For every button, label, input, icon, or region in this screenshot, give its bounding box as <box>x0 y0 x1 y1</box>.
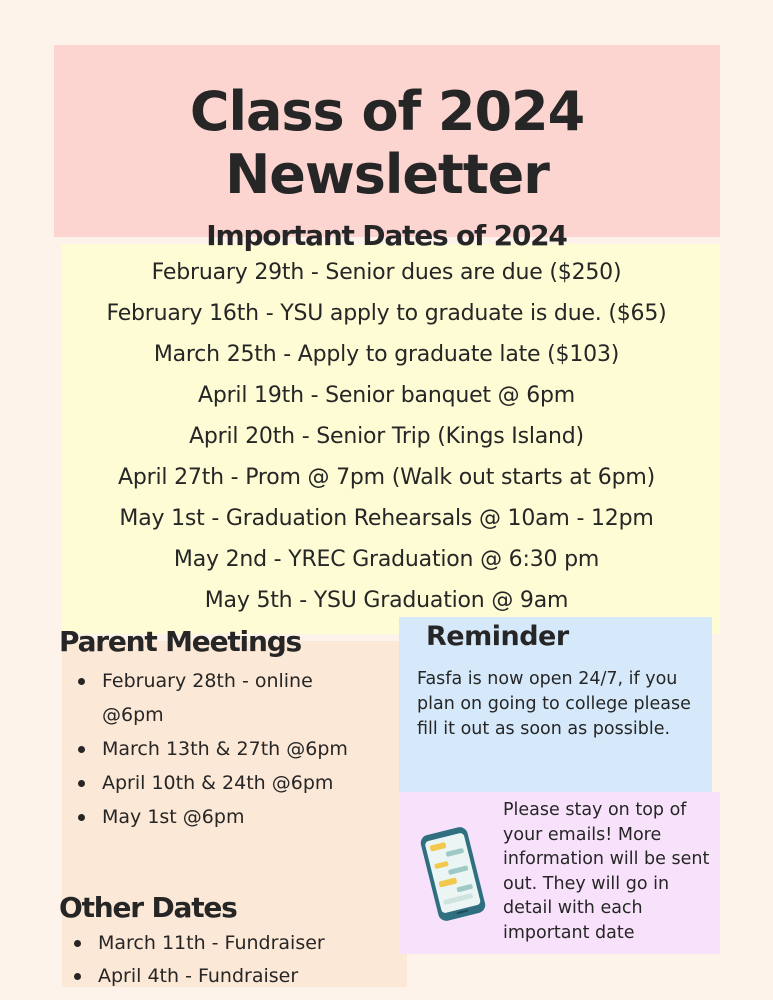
reminder-panel <box>399 617 712 792</box>
other-date-item: April 4th - Fundraiser <box>72 960 402 993</box>
parent-meetings-heading: Parent Meetings <box>59 625 301 658</box>
email-reminder-text: Please stay on top of your emails! More information will be sent out. They will go in detail with each important date <box>503 800 710 943</box>
newsletter-title-line-1: Class of 2024 <box>189 80 585 143</box>
important-date-item: February 29th - Senior dues are due ($250) <box>151 260 622 285</box>
parent-meeting-item: March 13th & 27th @6pm <box>76 732 396 766</box>
reminder-heading: Reminder <box>426 621 569 652</box>
important-date-item: April 27th - Prom @ 7pm (Walk out starts at 6pm) <box>118 465 655 490</box>
important-date-item: March 25th - Apply to graduate late ($103) <box>153 342 620 367</box>
important-dates-list <box>0 252 773 621</box>
important-date-item: May 2nd - YREC Graduation @ 6:30 pm <box>173 547 600 572</box>
other-dates-heading: Other Dates <box>59 891 237 924</box>
important-date-item: May 5th - YSU Graduation @ 9am <box>204 588 569 613</box>
parent-meeting-item: April 10th & 24th @6pm <box>76 766 396 800</box>
important-date-item: April 20th - Senior Trip (Kings Island) <box>189 424 584 449</box>
important-dates-heading: Important Dates of 2024 <box>206 219 567 252</box>
parent-meetings-list <box>76 664 396 834</box>
important-date-item: May 1st - Graduation Rehearsals @ 10am - 12pm <box>119 506 654 531</box>
smartphone-chat-icon <box>407 824 499 924</box>
parent-meeting-item: February 28th - online @6pm <box>76 664 372 732</box>
title-banner <box>54 45 720 237</box>
other-date-item: March 11th - Fundraiser <box>72 927 402 960</box>
other-dates-list <box>72 927 402 993</box>
newsletter-title-line-2: Newsletter <box>225 143 549 206</box>
email-reminder-panel <box>399 792 720 954</box>
important-date-item: April 19th - Senior banquet @ 6pm <box>197 383 576 408</box>
reminder-text: Fasfa is now open 24/7, if you plan on going to college please fill it out as soon as possible. <box>417 669 691 739</box>
important-date-item: February 16th - YSU apply to graduate is due. ($65) <box>106 301 667 326</box>
parent-meeting-item: May 1st @6pm <box>76 800 396 834</box>
